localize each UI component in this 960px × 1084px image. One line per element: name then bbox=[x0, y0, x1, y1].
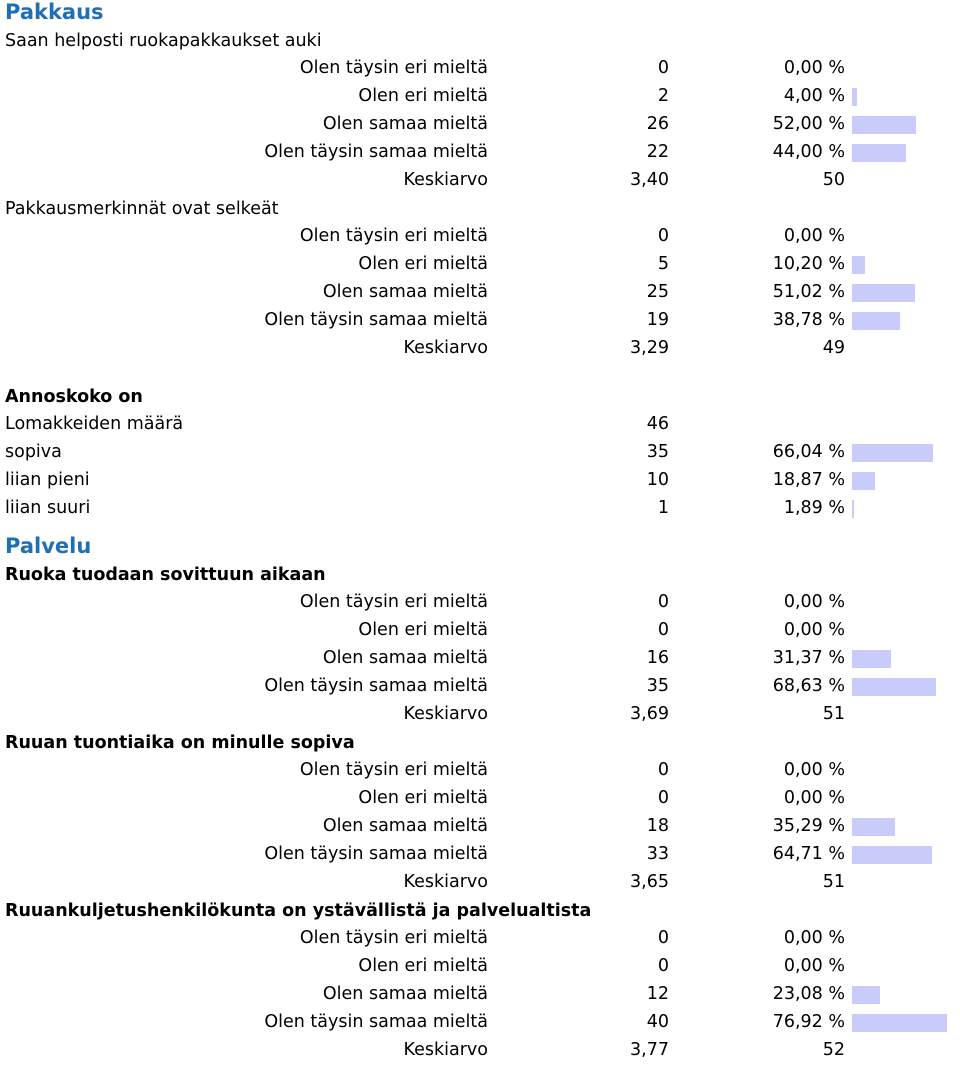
average-label: Keskiarvo bbox=[403, 170, 488, 190]
percent-bar bbox=[852, 678, 936, 696]
question-title: Annoskoko on bbox=[5, 387, 143, 407]
answer-count: 0 bbox=[657, 956, 669, 976]
answer-label: sopiva bbox=[5, 442, 62, 462]
answer-count: 0 bbox=[657, 226, 669, 246]
percent-bar bbox=[852, 312, 900, 330]
answer-count: 35 bbox=[646, 676, 669, 696]
answer-percent: 64,71 % bbox=[772, 844, 845, 864]
answer-label: Olen täysin samaa mieltä bbox=[264, 142, 488, 162]
answer-percent: 52,00 % bbox=[772, 114, 845, 134]
question-title: Ruoka tuodaan sovittuun aikaan bbox=[5, 565, 326, 585]
answer-count: 2 bbox=[657, 86, 669, 106]
answer-count: 12 bbox=[646, 984, 669, 1004]
percent-bar bbox=[852, 650, 891, 668]
percent-bar bbox=[852, 284, 915, 302]
answer-count: 19 bbox=[646, 310, 669, 330]
answer-row bbox=[0, 648, 960, 676]
answer-count: 0 bbox=[657, 760, 669, 780]
answer-row bbox=[0, 310, 960, 338]
summary-row bbox=[0, 170, 960, 198]
answer-percent: 1,89 % bbox=[783, 498, 845, 518]
question-title: Ruuankuljetushenkilökunta on ystävällistä ja palvelualtista bbox=[5, 901, 592, 921]
answer-label: Olen eri mieltä bbox=[358, 788, 488, 808]
percent-bar bbox=[852, 116, 916, 134]
answer-percent: 66,04 % bbox=[772, 442, 845, 462]
answer-percent: 10,20 % bbox=[772, 254, 845, 274]
answer-row bbox=[0, 620, 960, 648]
response-count: 50 bbox=[822, 170, 845, 190]
section-title: Palvelu bbox=[5, 534, 92, 558]
question-title: Pakkausmerkinnät ovat selkeät bbox=[5, 199, 279, 219]
answer-count: 1 bbox=[657, 498, 669, 518]
percent-bar bbox=[852, 986, 880, 1004]
answer-row bbox=[0, 470, 960, 498]
average-value: 3,69 bbox=[630, 704, 669, 724]
answer-label: Olen eri mieltä bbox=[358, 956, 488, 976]
form-count-label: Lomakkeiden määrä bbox=[5, 414, 184, 434]
average-value: 3,29 bbox=[630, 338, 669, 358]
answer-label: liian suuri bbox=[5, 498, 91, 518]
answer-label: Olen samaa mieltä bbox=[322, 984, 488, 1004]
summary-row bbox=[0, 872, 960, 900]
answer-count: 0 bbox=[657, 620, 669, 640]
percent-bar bbox=[852, 500, 854, 518]
answer-percent: 44,00 % bbox=[772, 142, 845, 162]
answer-row bbox=[0, 760, 960, 788]
answer-label: Olen täysin samaa mieltä bbox=[264, 310, 488, 330]
average-label: Keskiarvo bbox=[403, 872, 488, 892]
form-count-row bbox=[0, 414, 960, 442]
answer-label: Olen täysin samaa mieltä bbox=[264, 1012, 488, 1032]
response-count: 52 bbox=[822, 1040, 845, 1060]
answer-percent: 68,63 % bbox=[772, 676, 845, 696]
answer-label: Olen täysin samaa mieltä bbox=[264, 676, 488, 696]
answer-label: Olen samaa mieltä bbox=[322, 282, 488, 302]
answer-percent: 0,00 % bbox=[783, 760, 845, 780]
answer-percent: 0,00 % bbox=[783, 226, 845, 246]
answer-row bbox=[0, 442, 960, 470]
answer-row bbox=[0, 676, 960, 704]
answer-label: Olen eri mieltä bbox=[358, 86, 488, 106]
answer-percent: 35,29 % bbox=[772, 816, 845, 836]
average-label: Keskiarvo bbox=[403, 338, 488, 358]
answer-row bbox=[0, 788, 960, 816]
answer-count: 33 bbox=[646, 844, 669, 864]
answer-count: 18 bbox=[646, 816, 669, 836]
answer-count: 26 bbox=[646, 114, 669, 134]
answer-percent: 38,78 % bbox=[772, 310, 845, 330]
percent-bar bbox=[852, 88, 857, 106]
answer-row bbox=[0, 58, 960, 86]
answer-row bbox=[0, 844, 960, 872]
answer-count: 40 bbox=[646, 1012, 669, 1032]
average-label: Keskiarvo bbox=[403, 704, 488, 724]
answer-row bbox=[0, 86, 960, 114]
average-value: 3,40 bbox=[630, 170, 669, 190]
answer-count: 0 bbox=[657, 58, 669, 78]
response-count: 51 bbox=[822, 704, 845, 724]
answer-percent: 76,92 % bbox=[772, 1012, 845, 1032]
question-title: Saan helposti ruokapakkaukset auki bbox=[5, 31, 322, 51]
answer-row bbox=[0, 282, 960, 310]
answer-row bbox=[0, 816, 960, 844]
answer-count: 5 bbox=[657, 254, 669, 274]
percent-bar bbox=[852, 472, 875, 490]
answer-row bbox=[0, 1012, 960, 1040]
answer-percent: 51,02 % bbox=[772, 282, 845, 302]
answer-label: Olen eri mieltä bbox=[358, 254, 488, 274]
answer-row bbox=[0, 984, 960, 1012]
answer-percent: 23,08 % bbox=[772, 984, 845, 1004]
percent-bar bbox=[852, 444, 933, 462]
answer-count: 0 bbox=[657, 788, 669, 808]
answer-row bbox=[0, 114, 960, 142]
answer-percent: 0,00 % bbox=[783, 592, 845, 612]
answer-label: Olen täysin eri mieltä bbox=[299, 226, 488, 246]
summary-row bbox=[0, 704, 960, 732]
answer-label: Olen samaa mieltä bbox=[322, 114, 488, 134]
average-value: 3,65 bbox=[630, 872, 669, 892]
percent-bar bbox=[852, 1014, 947, 1032]
summary-row bbox=[0, 1040, 960, 1068]
answer-percent: 0,00 % bbox=[783, 620, 845, 640]
answer-row bbox=[0, 956, 960, 984]
answer-label: Olen täysin eri mieltä bbox=[299, 592, 488, 612]
response-count: 49 bbox=[822, 338, 845, 358]
answer-label: Olen täysin eri mieltä bbox=[299, 58, 488, 78]
answer-label: Olen täysin eri mieltä bbox=[299, 760, 488, 780]
form-count-value: 46 bbox=[646, 414, 669, 434]
answer-label: liian pieni bbox=[5, 470, 90, 490]
answer-percent: 4,00 % bbox=[783, 86, 845, 106]
answer-count: 16 bbox=[646, 648, 669, 668]
answer-percent: 0,00 % bbox=[783, 928, 845, 948]
percent-bar bbox=[852, 256, 865, 274]
section-title: Pakkaus bbox=[5, 0, 104, 24]
question-title: Ruuan tuontiaika on minulle sopiva bbox=[5, 733, 355, 753]
answer-label: Olen samaa mieltä bbox=[322, 816, 488, 836]
answer-row bbox=[0, 928, 960, 956]
answer-count: 0 bbox=[657, 592, 669, 612]
answer-count: 25 bbox=[646, 282, 669, 302]
answer-row bbox=[0, 498, 960, 526]
answer-row bbox=[0, 592, 960, 620]
answer-count: 0 bbox=[657, 928, 669, 948]
answer-percent: 18,87 % bbox=[772, 470, 845, 490]
percent-bar bbox=[852, 144, 906, 162]
answer-label: Olen täysin eri mieltä bbox=[299, 928, 488, 948]
answer-row bbox=[0, 254, 960, 282]
percent-bar bbox=[852, 818, 895, 836]
average-label: Keskiarvo bbox=[403, 1040, 488, 1060]
answer-count: 22 bbox=[646, 142, 669, 162]
answer-count: 10 bbox=[646, 470, 669, 490]
answer-count: 35 bbox=[646, 442, 669, 462]
answer-percent: 31,37 % bbox=[772, 648, 845, 668]
average-value: 3,77 bbox=[630, 1040, 669, 1060]
summary-row bbox=[0, 338, 960, 366]
answer-percent: 0,00 % bbox=[783, 956, 845, 976]
answer-percent: 0,00 % bbox=[783, 788, 845, 808]
percent-bar bbox=[852, 846, 932, 864]
answer-label: Olen samaa mieltä bbox=[322, 648, 488, 668]
answer-row bbox=[0, 226, 960, 254]
answer-row bbox=[0, 142, 960, 170]
answer-label: Olen täysin samaa mieltä bbox=[264, 844, 488, 864]
answer-label: Olen eri mieltä bbox=[358, 620, 488, 640]
answer-percent: 0,00 % bbox=[783, 58, 845, 78]
response-count: 51 bbox=[822, 872, 845, 892]
